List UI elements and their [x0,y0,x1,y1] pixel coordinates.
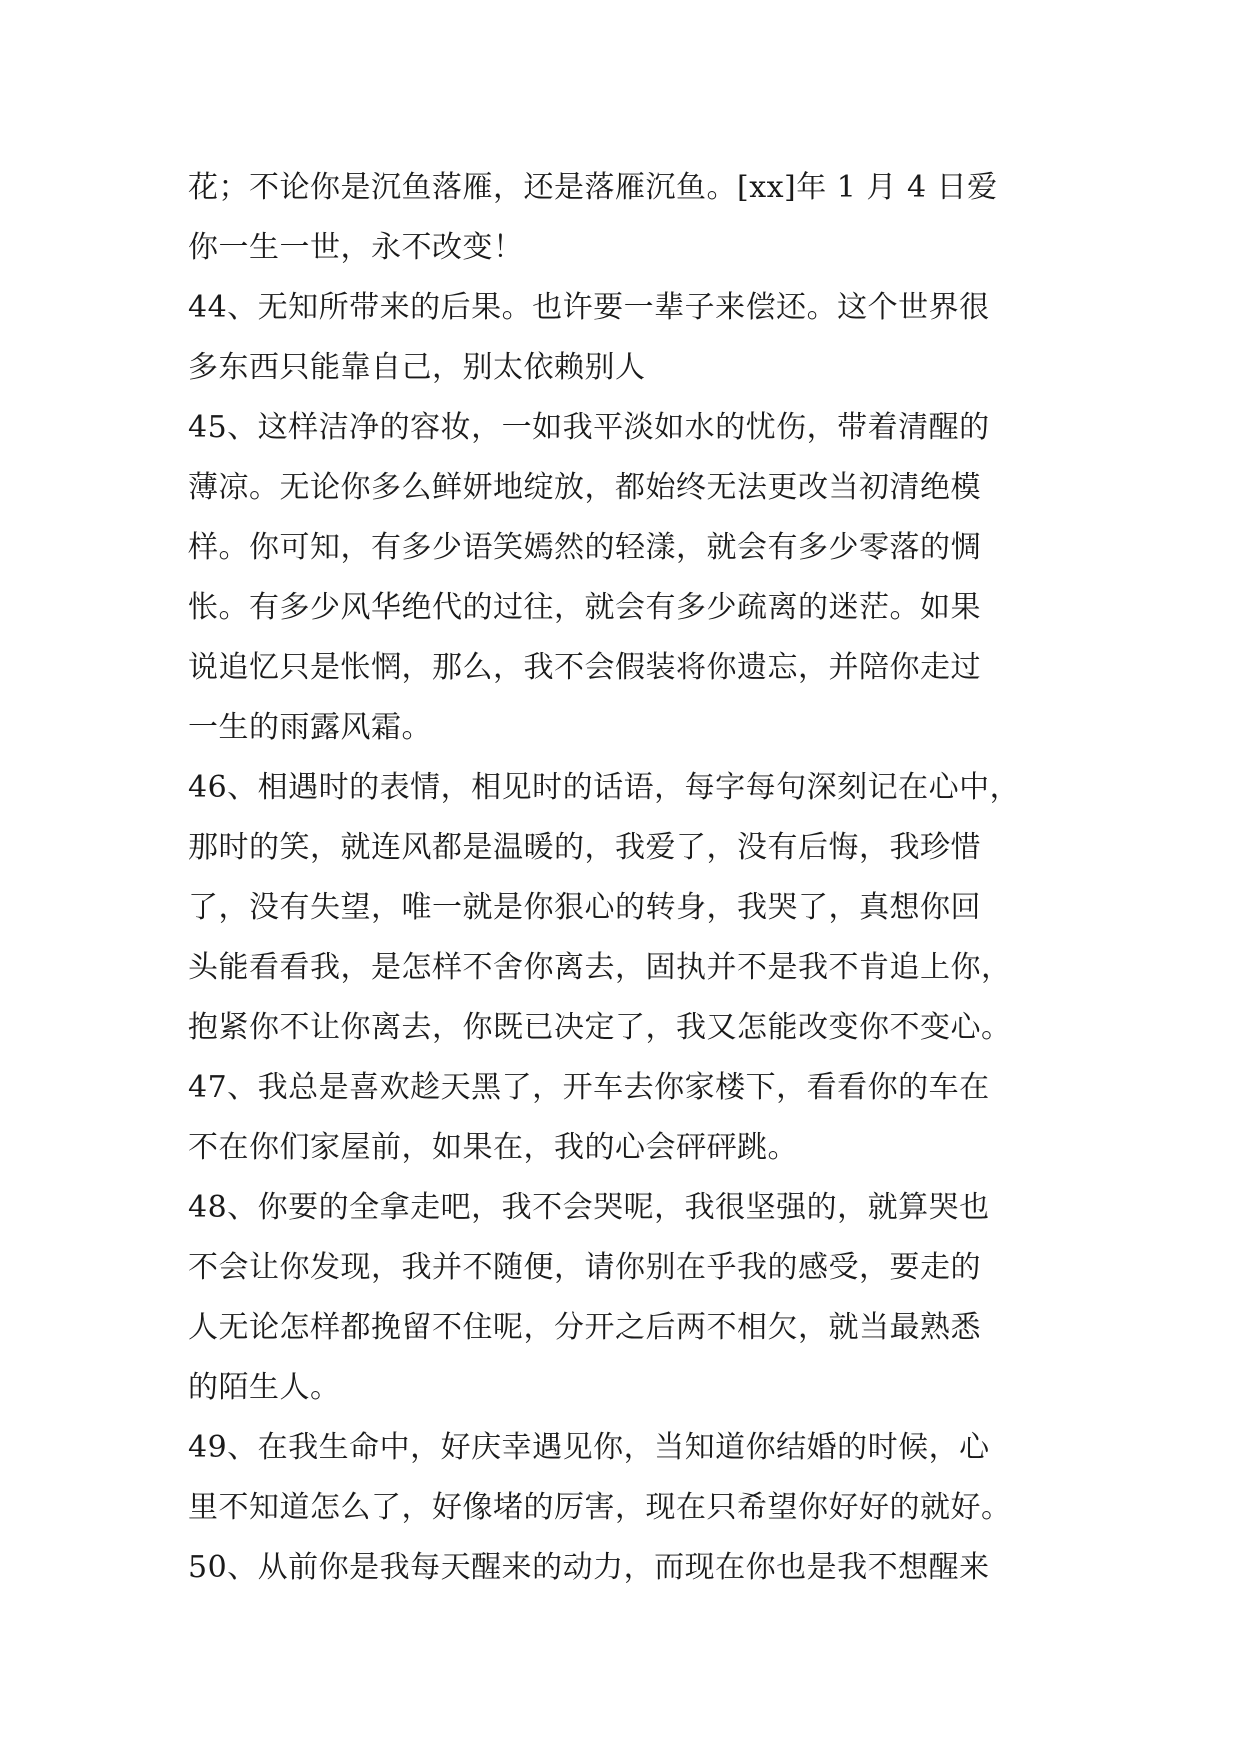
text-line: 薄凉。无论你多么鲜妍地绽放，都始终无法更改当初清绝模 [188,470,981,505]
text-line: 多东西只能靠自己，别太依赖别人 [188,350,646,385]
text-line: 49、在我生命中，好庆幸遇见你，当知道你结婚的时候，心 [188,1430,990,1465]
text-line: 48、你要的全拿走吧，我不会哭呢，我很坚强的，就算哭也 [188,1190,990,1225]
text-line: 你一生一世，永不改变！ [188,230,524,265]
text-line: 人无论怎样都挽留不住呢，分开之后两不相欠，就当最熟悉 [188,1310,981,1345]
text-line: 44、无知所带来的后果。也许要一辈子来偿还。这个世界很 [188,290,990,325]
text-line: 46、相遇时的表情，相见时的话语，每字每句深刻记在心中， [188,770,1021,805]
document-body [188,158,1058,1598]
text-line: 样。你可知，有多少语笑嫣然的轻漾，就会有多少零落的惆 [188,530,981,565]
text-line: 怅。有多少风华绝代的过往，就会有多少疏离的迷茫。如果 [188,590,981,625]
text-line: 头能看看我，是怎样不舍你离去，固执并不是我不肯追上你， [188,950,1012,985]
text-line: 抱紧你不让你离去，你既已决定了，我又怎能改变你不变心。 [188,1010,1012,1045]
text-line: 那时的笑，就连风都是温暖的，我爱了，没有后悔，我珍惜 [188,830,981,865]
text-line: 不会让你发现，我并不随便，请你别在乎我的感受，要走的 [188,1250,981,1285]
text-line: 说追忆只是怅惘，那么，我不会假装将你遗忘，并陪你走过 [188,650,981,685]
text-line: 47、我总是喜欢趁天黑了，开车去你家楼下，看看你的车在 [188,1070,990,1105]
text-line: 花；不论你是沉鱼落雁，还是落雁沉鱼。[xx]年 1 月 4 日爱 [188,170,998,205]
text-line: 的陌生人。 [188,1370,341,1405]
text-line: 45、这样洁净的容妆，一如我平淡如水的忧伤，带着清醒的 [188,410,990,445]
text-line: 一生的雨露风霜。 [188,710,432,745]
text-line: 50、从前你是我每天醒来的动力，而现在你也是我不想醒来 [188,1550,990,1585]
text-line: 了，没有失望，唯一就是你狠心的转身，我哭了，真想你回 [188,890,981,925]
text-line: 不在你们家屋前，如果在，我的心会砰砰跳。 [188,1130,798,1165]
text-line: 里不知道怎么了，好像堵的厉害，现在只希望你好好的就好。 [188,1490,1012,1525]
